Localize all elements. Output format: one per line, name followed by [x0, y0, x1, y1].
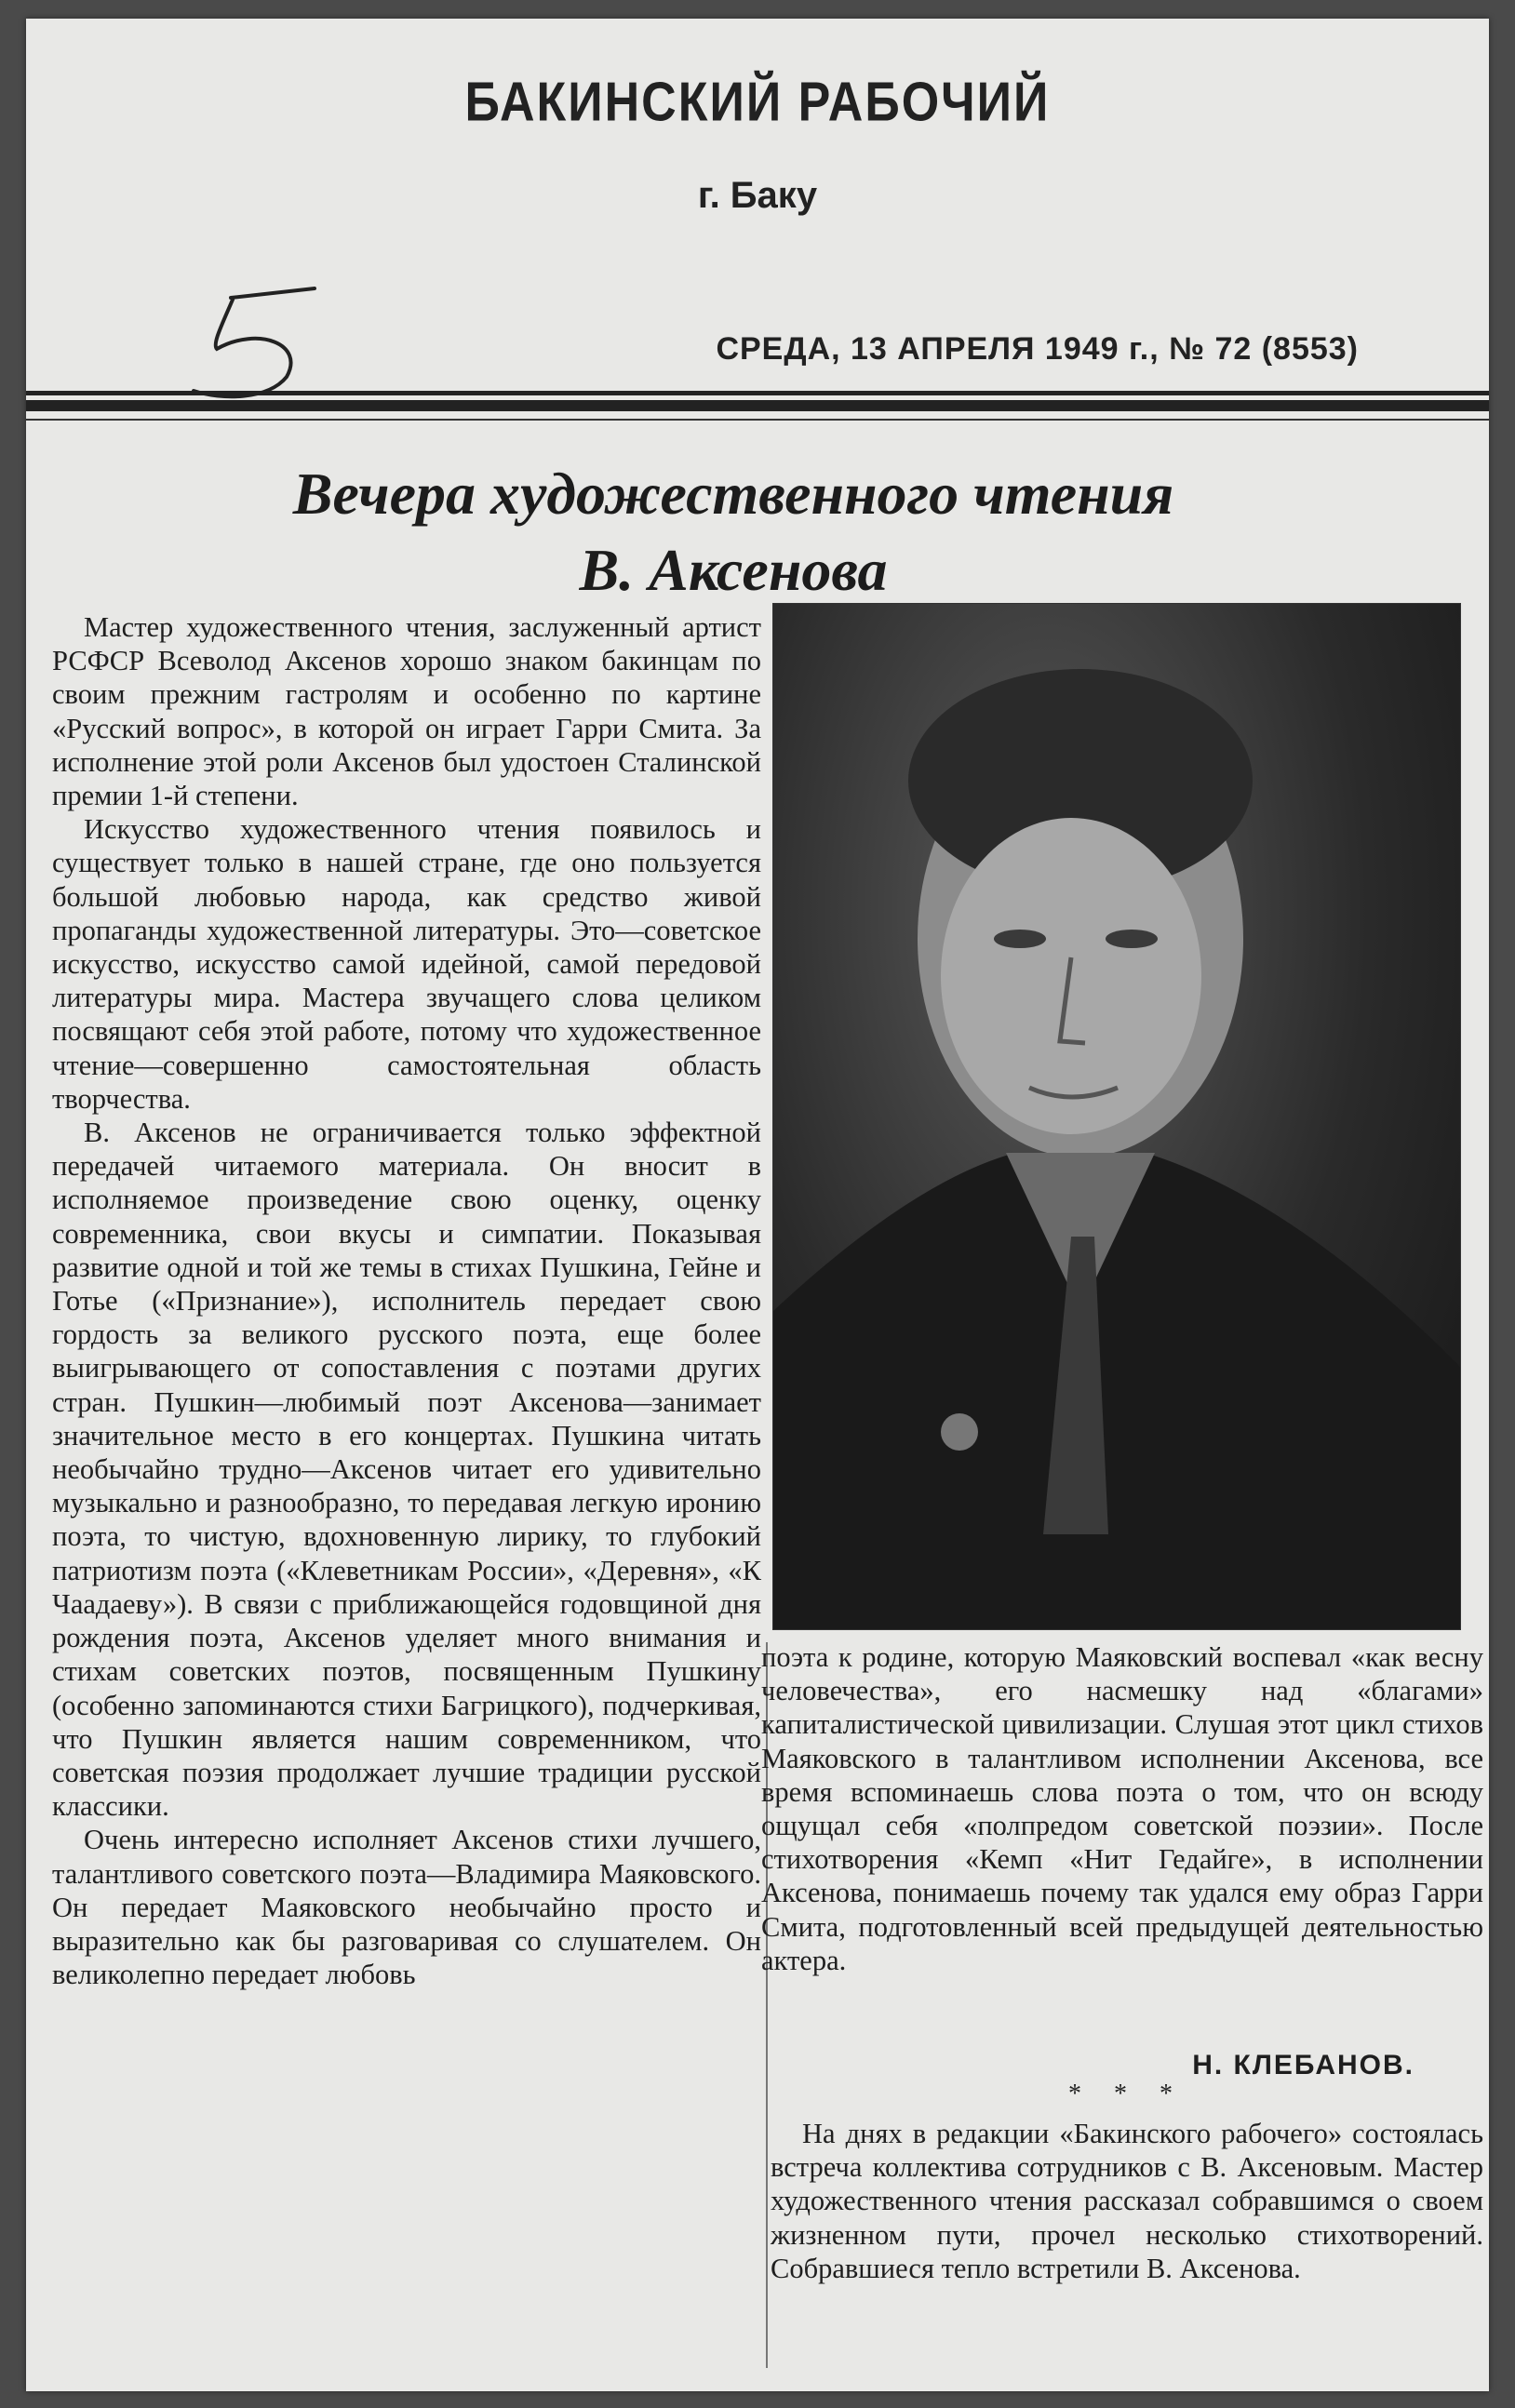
header-rule [26, 391, 1489, 395]
headline-line-1: Вечера художественного чтения [292, 461, 1174, 527]
newspaper-clipping [26, 19, 1489, 2391]
article-left-column [52, 610, 761, 1991]
section-separator: * * * [1068, 2080, 1186, 2108]
paragraph: поэта к родине, которую Маяковский воспевал «как весну человечества», его насмешку над «благами» капиталистической цивилизации. Слушая этот цикл стихов Маяковского в талантливом исполнении Аксенова, все время вспоминаешь слова поэта о том, что он всюду ощущал себя «полпредом советской поэзии». После стихотворения «Кемп «Нит Гедайге», в исполнении Аксенова, понимаешь почему так удался ему образ Гарри Смита, подготовленный всей предыдущей деятельностью актера. [761, 1641, 1483, 1976]
editorial-note [771, 2117, 1483, 2285]
newspaper-city: г. Баку [697, 175, 818, 216]
paragraph: На днях в редакции «Бакинского рабочего» состоялась встреча коллектива сотрудников с В. Аксеновым. Мастер художественного чтения рассказал собравшимся о своем жизненном пути, прочел несколько стихотворений. Собравшиеся тепло встретили В. Аксенова. [771, 2118, 1483, 2284]
handwritten-number [175, 261, 361, 409]
paragraph: Искусство художественного чтения появилось и существует только в нашей стране, где оно пользуется большой любовью народа, как средство живой пропаганды художественной литературы. Это—советское искусство, искусство самой идейной, самой передовой литературы мира. Мастера звучащего слова целиком посвящают себя этой работе, потому что художественное чтение—совершенно самостоятельная область творчества. [52, 813, 761, 1115]
paragraph: Мастер художественного чтения, заслуженный артист РСФСР Всеволод Аксенов хорошо знаком бакинцам по своим прежним гастролям и особенно по картине «Русский вопрос», в которой он играет Гарри Смита. За исполнение этой роли Аксенов был удостоен Сталинской премии 1-й степени. [52, 611, 761, 812]
article-right-column [761, 1640, 1483, 1977]
paragraph: Очень интересно исполняет Аксенов стихи лучшего, талантливого советского поэта—Владимира Маяковского. Он передает Маяковского необычайно просто и выразительно как бы разговаривая со слушателем. Он великолепно передает любовь [52, 1824, 761, 1991]
headline-line-2: В. Аксенова [579, 537, 888, 603]
author-signature: Н. КЛЕБАНОВ. [1192, 2050, 1414, 2080]
paragraph: В. Аксенов не ограничивается только эффектной передачей читаемого материала. Он вносит в исполняемое произведение свою оценку, оценку современника, свои вкусы и симпатии. Показывая развитие одной и той же темы в стихах Пушкина, Гейне и Готье («Признание»), исполнитель передает свою гордость за великого русского поэта, еще более выигрывающего от сопоставления с поэтами других стран. Пушкин—любимый поэт Аксенова—занимает значительное место в его концертах. Пушкина читать необычайно трудно—Аксенов читает его удивительно музыкально и разнообразно, то передавая легкую иронию поэта, то чистую, вдохновенную лирику, то глубокий патриотизм поэта («Клеветникам России», «Деревня», «К Чаадаеву»). В связи с приближающейся годовщиной дня рождения поэта, Аксенов уделяет много внимания и стихам советских поэтов, посвященным Пушкину (особенно запоминаются стихи Багрицкого), подчеркивая, что Пушкин является нашим современником, что советская поэзия продолжает лучшие традиции русской классики. [52, 1117, 761, 1823]
portrait-photo [772, 603, 1461, 1630]
article-headline [82, 456, 1385, 609]
header-rule-thick [26, 400, 1489, 411]
portrait-illustration [773, 604, 1460, 1629]
newspaper-title: БАКИНСКИЙ РАБОЧИЙ [464, 71, 1051, 134]
header-rule-thin [26, 419, 1489, 421]
issue-dateline: СРЕДА, 13 АПРЕЛЯ 1949 г., № 72 (8553) [716, 331, 1359, 367]
